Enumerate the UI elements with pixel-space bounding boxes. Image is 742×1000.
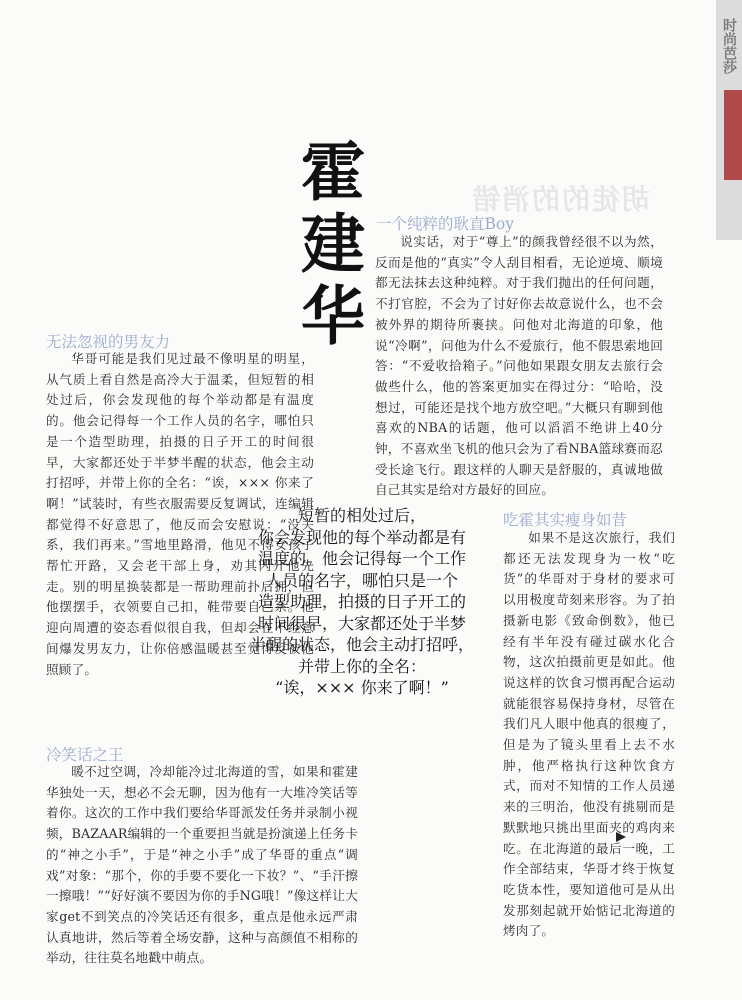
quote-line: 你会发现他的每个举动都是有 (257, 527, 466, 547)
heading-boy: 一个纯粹的耿直Boy (376, 215, 514, 233)
quote-line: 时间很早，大家都还处于半梦 (257, 613, 466, 633)
edge-color-tab (724, 90, 742, 180)
heading-charm: 无法忽视的男友力 (46, 333, 171, 351)
body-diet: 如果不是这次旅行，我们都还无法发现身为一枚“吃货”的华哥对于身材的要求可以用极度苛刻来形容。为了拍摄新电影《致命倒数》，他已经有半年没有碰过碳水化合物，这次拍摄前更是如此。他说这样的饮食习惯再配合运动就能很容易保持身材，尽管在我们凡人眼中他真的很瘦了，但是为了镜头里看上去不水肿，他严格执行这种饮食方式，而对不知情的工作人员递来的三明治，他没有挑剔而是默默地只挑出里面夹的鸡肉来吃。在北海道的最后一晚，工作全部结束，华哥才终于恢复吃货本性，要知道他可是从出发那刻起就开始惦记北海道的烤肉了。 (503, 530, 675, 939)
quote-line: “诶，××× 你来了啊！” (275, 678, 449, 697)
edge-text: 时尚芭莎 (721, 18, 737, 74)
quote-line: 半醒的状态，他会主动打招呼， (249, 635, 474, 654)
body-jokes: 暖不过空调，冷却能冷过北海道的雪，如果和霍建华独处一天，想必不会无聊，因为他有一大堆冷笑话等着你。这次的工作中我们要给华哥派发任务并录制小视频，BAZAAR编辑的一个重要担当就是扮演递上任务卡的“神之小手”，于是“神之小手”成了华哥的重点“调戏”对象：“那个，你的手要不要化一下妆？”、“手汗擦一擦哦！”“好好演不要因为你的手NG哦！”像这样让大家get不到笑点的冷笑话还有很多，重点是他永远严肃认真地讲，然后等着全场安静，这种与高颜值不相称的举动，往往莫名地戳中萌点。 (46, 764, 358, 966)
page-title: 霍建华 (290, 138, 365, 354)
adjacent-page-edge (716, 0, 742, 240)
heading-diet: 吃霍其实瘦身如昔 (503, 511, 628, 529)
heading-jokes: 冷笑话之王 (46, 746, 124, 764)
end-arrow-icon (612, 826, 626, 845)
quote-line: 人员的名字，哪怕只是一个 (265, 570, 458, 590)
quote-line: 造型助理，拍摄的日子开工的 (257, 592, 466, 611)
bleed-through-title: 胡徒的的消错 (470, 183, 651, 216)
quote-line: 短暂的相处过后， (297, 506, 426, 525)
quote-line: 温度的。他会记得每一个工作 (257, 549, 466, 568)
pull-quote (244, 505, 480, 699)
quote-line: 并带上你的全名： (297, 656, 426, 676)
body-charm: 华哥可能是我们见过最不像明星的明星，从气质上看自然是高冷大于温柔，但短暂的相处过后，你会发现他的每个举动都是有温度的。他会记得每一个工作人员的名字，哪怕只是一个造型助理，拍摄的日子开工的时间很早，大家都还处于半梦半醒的状态，他会主动打招呼，并带上你的全名：“诶，××× 你来了啊！”试装时，有些衣服需要反复调试，连编辑都觉得不好意思了，他反而会安慰说：“没关系，我们再来。”雪地里路滑，他见不得女孩子帮忙开路，又会老干部上身，劝其闪开他先走。别的明星换装都是一帮助理前扑后拥，但他摆摆手，衣领要自己扣，鞋带要自己系。他迎向周遭的姿态看似很自我，但却会在不经意间爆发男友力，让你倍感温暖甚至觉得反被他照顾了。 (46, 351, 314, 677)
body-boy: 说实话，对于“尊上”的颜我曾经很不以为然，反而是他的“真实”令人刮目相看，无论逆境、顺境都无法抹去这种纯粹。对于我们抛出的任何问题，不打官腔，不会为了讨好你去故意说什么，也不会被外界的期待所裹挟。问他对北海道的印象，他说“冷啊”，问他为什么不爱旅行，他不假思索地回答：“不爱收拾箱子。”问他如果跟女朋友去旅行会做些什么，他的答案更加实在得过分：“哈哈，没想过，可能还是找个地方放空吧。”大概只有聊到他喜欢的NBA的话题，他可以滔滔不绝讲上40分钟，不喜欢坐飞机的他只会为了看NBA篮球赛而忍受长途飞行。跟这样的人聊天是舒服的，真诚地做自己其实是给对方最好的回应。 (375, 234, 663, 498)
